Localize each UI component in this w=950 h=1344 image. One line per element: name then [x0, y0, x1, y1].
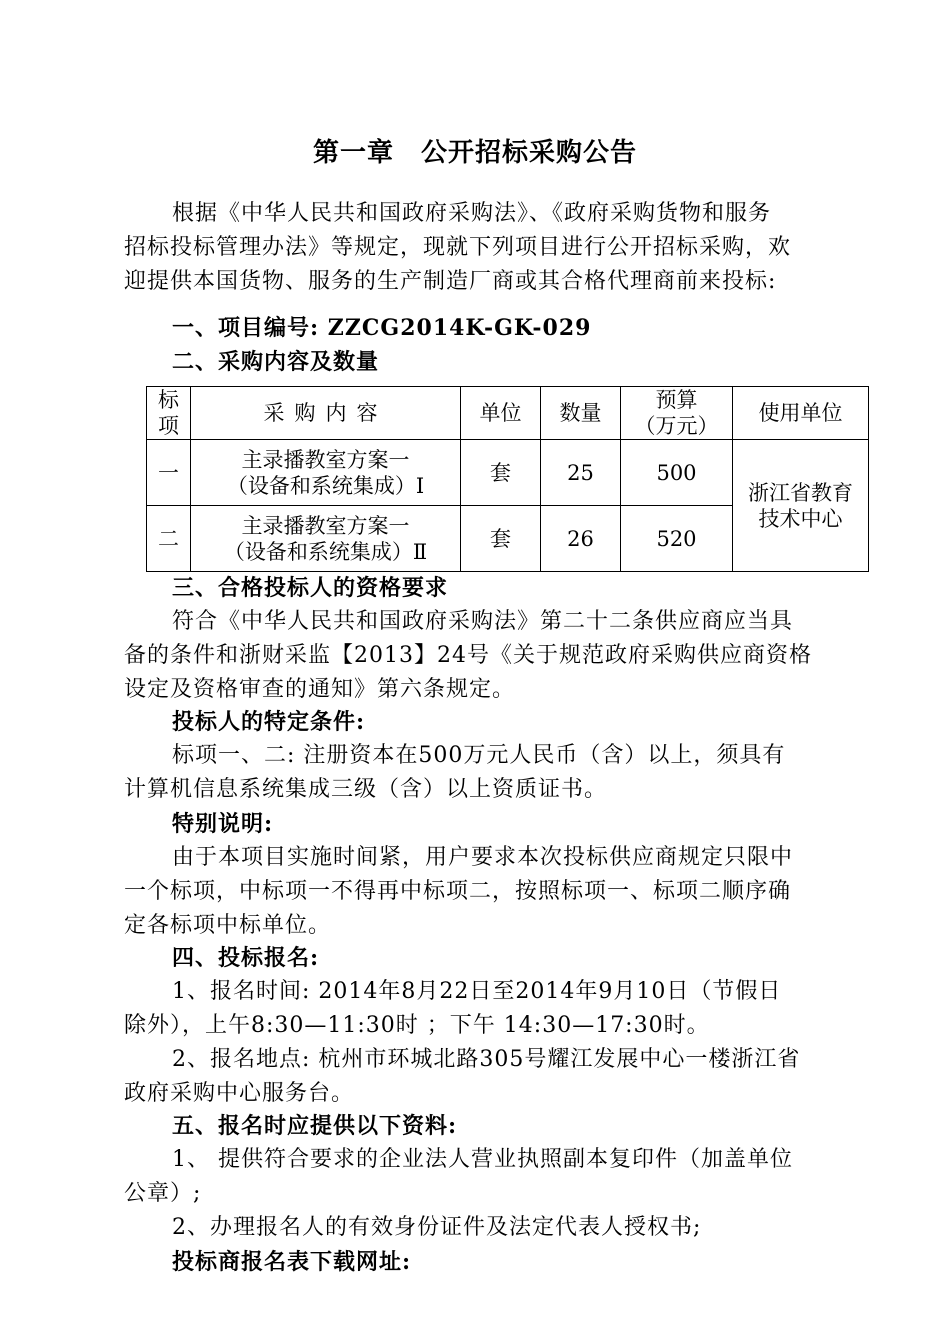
header-content: 采购内容 [191, 387, 461, 440]
cell-quantity: 25 [541, 440, 621, 506]
cell-content-line: （设备和系统集成）Ⅱ [223, 539, 428, 564]
download-heading: 投标商报名表下载网址: [172, 1249, 412, 1275]
cell-lot: 一 [147, 440, 191, 506]
special-conditions-line: 标项一、二: 注册资本在500万元人民币（含）以上，须具有 [172, 743, 786, 768]
cell-content [191, 506, 461, 572]
cell-organization-line: 浙江省教育 [748, 480, 853, 505]
cell-content-line: （设备和系统集成）Ⅰ [226, 473, 425, 498]
registration-line: 除外），上午8:30—11:30时 ；下午 14:30—17:30时。 [124, 1013, 710, 1038]
special-note-line: 由于本项目实施时间紧，用户要求本次投标供应商规定只限中 [172, 845, 794, 870]
qualification-line: 备的条件和浙财采监【2013】24号《关于规范政府采购供应商资格 [124, 643, 812, 668]
special-conditions-heading: 投标人的特定条件: [172, 709, 366, 735]
registration-heading: 四、投标报名: [172, 945, 320, 971]
cell-budget: 500 [621, 440, 733, 506]
procurement-content-heading: 二、采购内容及数量 [172, 349, 380, 375]
qualification-heading: 三、合格投标人的资格要求 [172, 575, 449, 601]
cell-organization-line: 技术中心 [758, 506, 843, 531]
special-note-heading: 特别说明: [172, 811, 274, 837]
header-unit: 单位 [461, 387, 541, 440]
chapter-title: 第一章 公开招标采购公告 [312, 138, 637, 168]
table-header-row [147, 387, 869, 440]
registration-line: 政府采购中心服务台。 [124, 1081, 355, 1106]
special-note-line: 定各标项中标单位。 [124, 913, 332, 938]
procurement-table [146, 386, 869, 572]
cell-unit: 套 [461, 506, 541, 572]
intro-line: 迎提供本国货物、服务的生产制造厂商或其合格代理商前来投标: [124, 269, 777, 294]
header-lot [147, 387, 191, 440]
header-lot-line: 项 [158, 414, 179, 438]
intro-line: 招标投标管理办法》等规定，现就下列项目进行公开招标采购，欢 [124, 235, 792, 260]
cell-content-line: 主录播教室方案一 [241, 447, 410, 472]
materials-line: 2、办理报名人的有效身份证件及法定代表人授权书; [172, 1215, 702, 1240]
table-row [147, 440, 869, 506]
project-number-heading: 一、项目编号: ZZCG2014K-GK-029 [172, 315, 592, 341]
header-organization: 使用单位 [733, 387, 869, 440]
header-budget-line: （万元） [634, 414, 719, 438]
intro-line: 根据《中华人民共和国政府采购法》、《政府采购货物和服务 [172, 201, 772, 226]
header-quantity: 数量 [541, 387, 621, 440]
materials-heading: 五、报名时应提供以下资料: [172, 1113, 458, 1139]
qualification-line: 符合《中华人民共和国政府采购法》第二十二条供应商应当具 [172, 609, 794, 634]
cell-budget: 520 [621, 506, 733, 572]
header-budget [621, 387, 733, 440]
registration-line: 1、报名时间: 2014年8月22日至2014年9月10日（节假日 [172, 979, 782, 1004]
header-budget-line: 预算 [655, 388, 698, 412]
registration-line: 2、报名地点: 杭州市环城北路305号耀江发展中心一楼浙江省 [172, 1047, 801, 1072]
cell-unit: 套 [461, 440, 541, 506]
qualification-line: 设定及资格审查的通知》第六条规定。 [124, 677, 516, 702]
materials-line: 1、 提供符合要求的企业法人营业执照副本复印件（加盖单位 [172, 1147, 793, 1172]
materials-line: 公章）; [124, 1181, 202, 1206]
special-conditions-line: 计算机信息系统集成三级（含）以上资质证书。 [124, 777, 608, 802]
header-lot-line: 标 [158, 388, 179, 412]
cell-quantity: 26 [541, 506, 621, 572]
cell-lot: 二 [147, 506, 191, 572]
cell-content [191, 440, 461, 506]
cell-organization [733, 440, 869, 572]
cell-content-line: 主录播教室方案一 [241, 513, 410, 538]
special-note-line: 一个标项，中标项一不得再中标项二，按照标项一、标项二顺序确 [124, 879, 792, 904]
